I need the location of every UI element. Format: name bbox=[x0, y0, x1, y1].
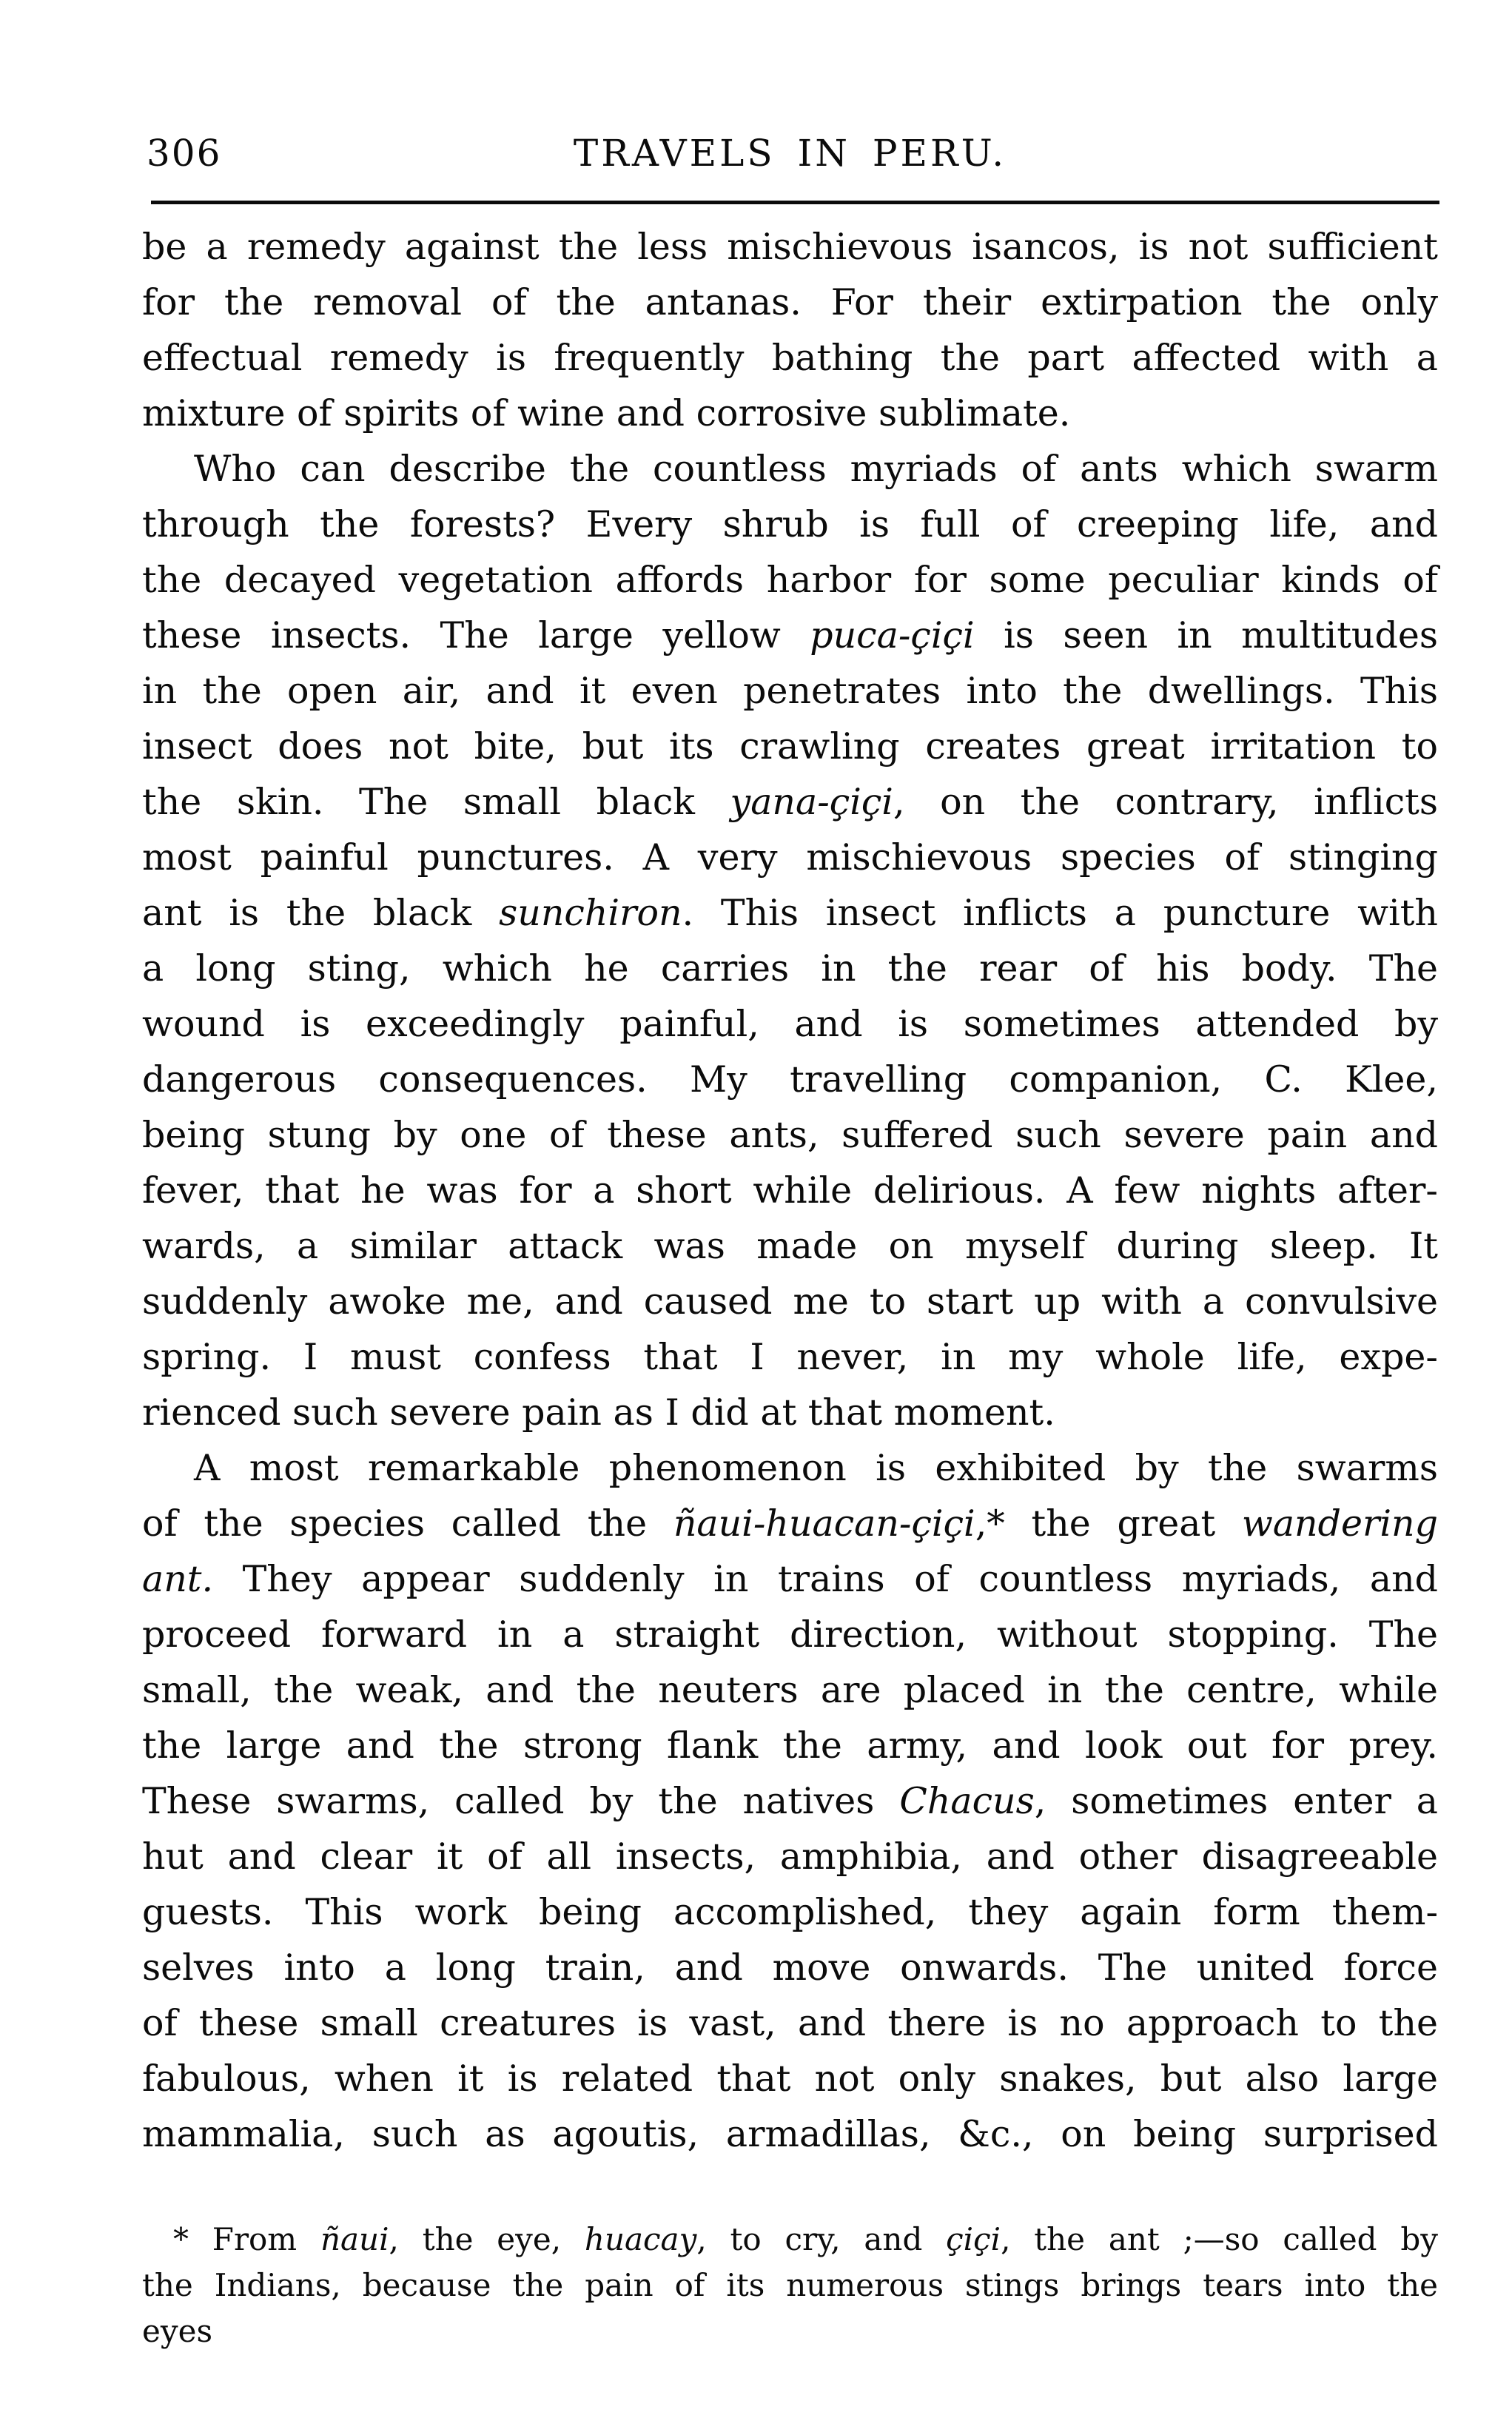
text-line bbox=[142, 441, 1438, 497]
text-segment: proceed forward in a straight direction, without stopping. The bbox=[142, 1613, 1438, 1656]
italic-text-segment: ant. bbox=[142, 1558, 214, 1600]
text-line bbox=[142, 1052, 1438, 1107]
italic-text-segment: Chacus bbox=[899, 1780, 1035, 1822]
text-line bbox=[142, 1385, 1438, 1440]
running-title: TRAVELS IN PERU. bbox=[573, 132, 1007, 175]
text-line bbox=[142, 1218, 1438, 1274]
text-line bbox=[142, 1329, 1438, 1385]
text-segment: through the forests? Every shrub is full of creeping life, and bbox=[142, 503, 1438, 545]
text-segment: , on the contrary, inflicts bbox=[893, 781, 1438, 823]
text-segment: effectual remedy is frequently bathing the part affected with a bbox=[142, 337, 1438, 379]
text-segment: these insects. The large yellow bbox=[142, 614, 810, 656]
footnote bbox=[142, 2217, 1438, 2354]
text-line bbox=[142, 1551, 1438, 1607]
text-segment: spring. I must confess that I never, in my whole life, expe- bbox=[142, 1336, 1438, 1378]
text-segment: fabulous, when it is related that not only snakes, but also large bbox=[142, 2058, 1438, 2100]
text-line bbox=[142, 275, 1438, 330]
text-segment: ant is the black bbox=[142, 892, 500, 934]
text-line bbox=[142, 2217, 1438, 2263]
text-segment: They appear suddenly in trains of countless myriads, and bbox=[213, 1558, 1438, 1600]
text-line bbox=[142, 2106, 1438, 2162]
text-segment: ,* the great bbox=[975, 1502, 1242, 1545]
italic-text-segment: huacay bbox=[584, 2221, 697, 2257]
text-segment: These swarms, called by the natives bbox=[142, 1780, 900, 1822]
text-segment: fever, that he was for a short while delirious. A few nights after- bbox=[142, 1169, 1438, 1212]
text-line bbox=[142, 1718, 1438, 1773]
text-segment: hut and clear it of all insects, amphibia, and other disagreeable bbox=[142, 1836, 1438, 1878]
text-line bbox=[142, 2051, 1438, 2106]
text-segment: being stung by one of these ants, suffered such severe pain and bbox=[142, 1114, 1438, 1156]
text-segment: the Indians, because the pain of its numerous stings brings tears into the bbox=[142, 2267, 1438, 2303]
text-line bbox=[142, 608, 1438, 663]
text-segment: is seen in multitudes bbox=[974, 614, 1438, 656]
text-segment: * From bbox=[173, 2221, 320, 2257]
text-line bbox=[142, 2263, 1438, 2308]
text-line bbox=[142, 719, 1438, 774]
text-line bbox=[142, 330, 1438, 386]
text-line bbox=[142, 830, 1438, 885]
text-line bbox=[142, 774, 1438, 830]
text-segment: eyes bbox=[142, 2313, 212, 2349]
text-segment: in the open air, and it even penetrates into the dwellings. This bbox=[142, 670, 1438, 712]
text-line bbox=[142, 663, 1438, 719]
text-segment: mammalia, such as agoutis, armadillas, &c., on being surprised bbox=[142, 2113, 1438, 2155]
text-line bbox=[142, 1829, 1438, 1884]
italic-text-segment: yana-çiçi bbox=[730, 781, 893, 823]
text-line bbox=[142, 1662, 1438, 1718]
text-line bbox=[142, 386, 1438, 441]
italic-text-segment: sunchiron bbox=[499, 892, 682, 934]
text-line bbox=[142, 1884, 1438, 1940]
text-segment: of the species called the bbox=[142, 1502, 673, 1545]
text-segment: rienced such severe pain as I did at that moment. bbox=[142, 1391, 1055, 1434]
text-segment: , the ant ;—so called by bbox=[1001, 2221, 1438, 2257]
page-number: 306 bbox=[147, 132, 222, 175]
text-segment: a long sting, which he carries in the rear of his body. The bbox=[142, 947, 1438, 990]
text-segment: selves into a long train, and move onwards. The united force bbox=[142, 1947, 1438, 1989]
text-line bbox=[142, 1607, 1438, 1662]
italic-text-segment: ñaui bbox=[320, 2221, 389, 2257]
text-line bbox=[142, 1107, 1438, 1163]
text-segment: Who can describe the countless myriads of ants which swarm bbox=[194, 448, 1438, 490]
text-segment: small, the weak, and the neuters are placed in the centre, while bbox=[142, 1669, 1438, 1711]
text-line bbox=[142, 2308, 1438, 2354]
text-segment: be a remedy against the less mischievous isancos, is not sufficient bbox=[142, 226, 1438, 268]
text-segment: insect does not bite, but its crawling creates great irritation to bbox=[142, 725, 1438, 768]
text-line bbox=[142, 1773, 1438, 1829]
text-line bbox=[142, 497, 1438, 552]
text-segment: , to cry, and bbox=[696, 2221, 947, 2257]
text-segment: , the eye, bbox=[389, 2221, 585, 2257]
text-line bbox=[142, 1940, 1438, 1995]
text-line bbox=[142, 1995, 1438, 2051]
text-segment: most painful punctures. A very mischievous species of stinging bbox=[142, 836, 1438, 879]
text-segment: wound is exceedingly painful, and is sometimes attended by bbox=[142, 1003, 1438, 1045]
text-line bbox=[142, 1440, 1438, 1496]
italic-text-segment: ñaui-huacan-çiçi bbox=[673, 1502, 975, 1545]
italic-text-segment: çiçi bbox=[946, 2221, 1001, 2257]
text-segment: wards, a similar attack was made on myself during sleep. It bbox=[142, 1225, 1438, 1267]
text-segment: of these small creatures is vast, and there is no approach to the bbox=[142, 2002, 1438, 2044]
text-segment: dangerous consequences. My travelling companion, C. Klee, bbox=[142, 1058, 1438, 1101]
text-segment: the large and the strong flank the army, and look out for prey. bbox=[142, 1724, 1438, 1767]
text-line bbox=[142, 996, 1438, 1052]
text-line bbox=[142, 552, 1438, 608]
text-segment: the skin. The small black bbox=[142, 781, 730, 823]
text-segment: A most remarkable phenomenon is exhibited by the swarms bbox=[194, 1447, 1438, 1489]
text-segment: the decayed vegetation affords harbor for some peculiar kinds of bbox=[142, 559, 1438, 601]
text-line bbox=[142, 219, 1438, 275]
text-segment: for the removal of the antanas. For their extirpation the only bbox=[142, 281, 1438, 323]
header-rule bbox=[151, 201, 1439, 204]
text-line bbox=[142, 1163, 1438, 1218]
italic-text-segment: puca-çiçi bbox=[810, 614, 975, 656]
text-line bbox=[142, 941, 1438, 996]
body-text bbox=[142, 219, 1438, 2162]
text-segment: mixture of spirits of wine and corrosive sublimate. bbox=[142, 392, 1071, 434]
text-line bbox=[142, 1496, 1438, 1551]
text-segment: , sometimes enter a bbox=[1034, 1780, 1438, 1822]
text-segment: . This insect inflicts a puncture with bbox=[682, 892, 1438, 934]
text-line bbox=[142, 885, 1438, 941]
text-segment: guests. This work being accomplished, they again form them- bbox=[142, 1891, 1438, 1933]
italic-text-segment: wandering bbox=[1241, 1502, 1438, 1545]
text-segment: suddenly awoke me, and caused me to start up with a convulsive bbox=[142, 1280, 1438, 1323]
text-line bbox=[142, 1274, 1438, 1329]
